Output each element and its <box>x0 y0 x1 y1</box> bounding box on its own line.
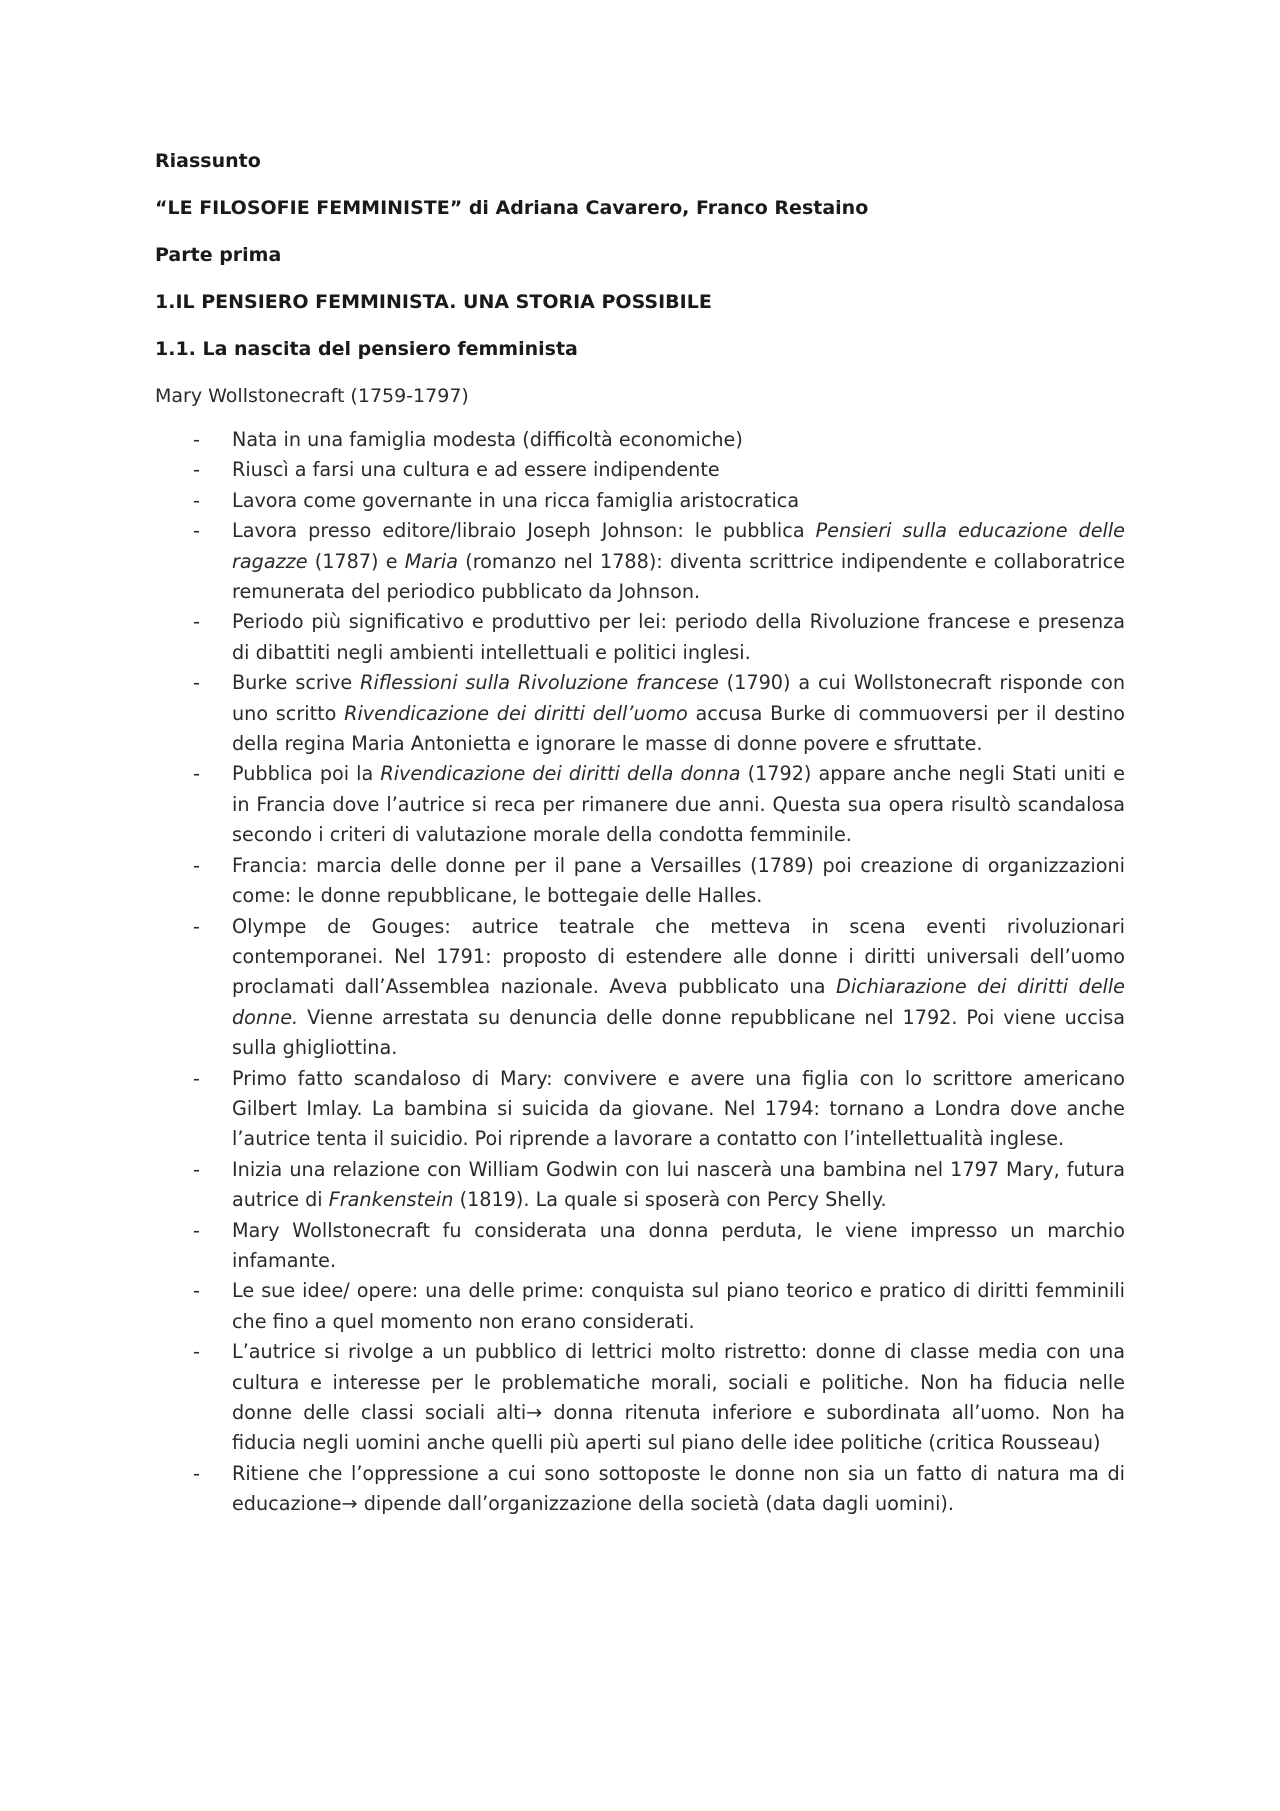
list-item: - Mary Wollstonecraft fu considerata una donna perduta, le viene impresso un marchio infamante. <box>155 1216 1125 1277</box>
bullet-list <box>155 425 1125 1520</box>
document-page <box>155 148 1125 1520</box>
bullet-dash: - <box>193 1218 200 1242</box>
list-item: - Ritiene che l’oppressione a cui sono sottoposte le donne non sia un fatto di natura ma di educazione→ dipende dall’organizzazione della società (data dagli uomini). <box>155 1459 1125 1520</box>
bullet-dash: - <box>193 1066 200 1090</box>
book-title-italic: Dichiarazione dei diritti delle donne. <box>232 975 1125 1029</box>
bullet-dash: - <box>193 610 200 634</box>
list-item: - L’autrice si rivolge a un pubblico di lettrici molto ristretto: donne di classe media con una cultura e interesse per le problematiche morali, sociali e politiche. Non ha fiducia nelle donne delle classi sociali alti→ donna ritenuta inferiore e subordinata all’uomo. Non ha fiducia negli uomini anche quelli più aperti sul piano delle idee politiche (critica Rousseau) <box>155 1337 1125 1459</box>
list-item: - Periodo più significativo e produttivo per lei: periodo della Rivoluzione francese e presenza di dibattiti negli ambienti intellettuali e politici inglesi. <box>155 607 1125 668</box>
list-item: - Riuscì a farsi una cultura e ad essere indipendente <box>155 455 1125 485</box>
bullet-dash: - <box>193 488 200 512</box>
book-title-italic: Rivendicazione dei diritti dell’uomo <box>344 701 688 725</box>
chapter-title: 1.IL PENSIERO FEMMINISTA. UNA STORIA POSSIBILE <box>155 291 712 313</box>
bullet-dash: - <box>193 519 200 543</box>
bullet-dash: - <box>193 1340 200 1364</box>
bullet-dash: - <box>193 428 200 451</box>
list-item: - Burke scrive Riflessioni sulla Rivoluzione francese (1790) a cui Wollstonecraft risponde con uno scritto Rivendicazione dei diritti dell’uomo accusa Burke di commuoversi per il destino della regina Maria Antonietta e ignorare le masse di donne povere e sfruttate. <box>155 668 1125 759</box>
list-item: - Pubblica poi la Rivendicazione dei diritti della donna (1792) appare anche negli Stati uniti e in Francia dove l’autrice si reca per rimanere due anni. Questa sua opera risultò scandalosa secondo i criteri di valutazione morale della condotta femminile. <box>155 759 1125 850</box>
book-title-italic: Rivendicazione dei diritti della donna <box>380 762 741 786</box>
list-item: - Lavora presso editore/libraio Joseph Johnson: le pubblica Pensieri sulla educazione delle ragazze (1787) e Maria (romanzo nel 1788): diventa scrittrice indipendente e collaboratrice remunerata del periodico pubblicato da Johnson. <box>155 516 1125 607</box>
bullet-dash: - <box>193 1461 200 1485</box>
bullet-dash: - <box>193 914 200 938</box>
bullet-dash: - <box>193 458 200 482</box>
list-item: - Inizia una relazione con William Godwin con lui nascerà una bambina nel 1797 Mary, futura autrice di Frankenstein (1819). La quale si sposerà con Percy Shelly. <box>155 1155 1125 1216</box>
section-title: 1.1. La nascita del pensiero femminista <box>155 338 578 360</box>
part-title: Parte prima <box>155 244 282 266</box>
list-item: - Le sue idee/ opere: una delle prime: conquista sul piano teorico e pratico di diritti femminili che fino a quel momento non erano considerati. <box>155 1276 1125 1337</box>
bullet-dash: - <box>193 1157 200 1181</box>
list-item: - Francia: marcia delle donne per il pane a Versailles (1789) poi creazione di organizzazioni come: le donne repubblicane, le bottegaie delle Halles. <box>155 851 1125 912</box>
list-item: - Primo fatto scandaloso di Mary: convivere e avere una figlia con lo scrittore americano Gilbert Imlay. La bambina si suicida da giovane. Nel 1794: tornano a Londra dove anche l’autrice tenta il suicidio. Poi riprende a lavorare a contatto con l’intellettualità inglese. <box>155 1064 1125 1155</box>
book-title-italic: Maria <box>404 549 459 573</box>
list-item: - Olympe de Gouges: autrice teatrale che metteva in scena eventi rivoluzionari contemporanei. Nel 1791: proposto di estendere alle donne i diritti universali dell’uomo proclamati dall’Assemblea nazionale. Aveva pubblicato una Dichiarazione dei diritti delle donne. Vienne arrestata su denuncia delle donne repubblicane nel 1792. Poi viene uccisa sulla ghigliottina. <box>155 912 1125 1064</box>
book-title: “LE FILOSOFIE FEMMINISTE” di Adriana Cavarero, Franco Restaino <box>155 197 869 219</box>
list-item: - Nata in una famiglia modesta (difficoltà economiche) <box>155 425 1125 455</box>
book-title-italic: Frankenstein <box>328 1188 454 1212</box>
bullet-dash: - <box>193 762 200 786</box>
book-title-italic: Pensieri sulla educazione delle ragazze <box>232 519 1125 573</box>
book-title-italic: Riflessioni sulla Rivoluzione francese <box>360 671 719 695</box>
bullet-dash: - <box>193 1279 200 1303</box>
doc-label: Riassunto <box>155 150 261 172</box>
list-item: - Lavora come governante in una ricca famiglia aristocratica <box>155 486 1125 516</box>
bullet-dash: - <box>193 853 200 877</box>
author-subtitle: Mary Wollstonecraft (1759-1797) <box>155 385 469 407</box>
bullet-dash: - <box>193 671 200 695</box>
